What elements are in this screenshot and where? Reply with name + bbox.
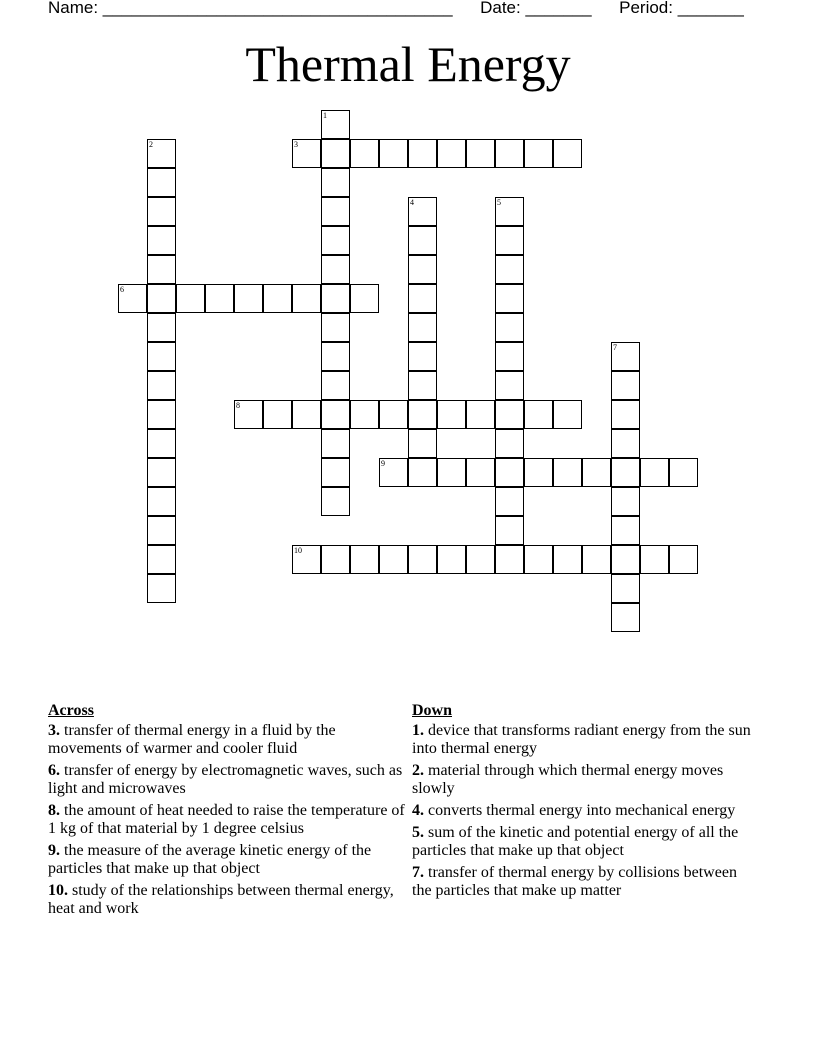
grid-cell[interactable] [147,516,176,545]
grid-cell[interactable] [379,458,408,487]
grid-cell[interactable] [611,574,640,603]
down-clue-4: 4. converts thermal energy into mechanical energy [412,802,736,819]
clue-number: 2 [149,140,153,149]
grid-cell[interactable] [292,284,321,313]
grid-cell[interactable] [611,342,640,371]
grid-cell[interactable] [524,458,553,487]
grid-cell[interactable] [553,139,582,168]
down-clue-1: 1. device that transforms radiant energy from the sun into thermal energy [412,722,751,757]
clue-number: 1 [323,111,327,120]
grid-cell[interactable] [147,139,176,168]
grid-cell[interactable] [205,284,234,313]
grid-cell[interactable] [495,400,524,429]
grid-cell[interactable] [466,545,495,574]
grid-cell[interactable] [147,168,176,197]
clue-number: 8 [236,401,240,410]
clue-number: 6 [120,285,124,294]
grid-cell[interactable] [640,458,669,487]
across-clue-3: 3. transfer of thermal energy in a fluid by the movements of warmer and cooler fluid [48,722,336,757]
grid-cell[interactable] [495,313,524,342]
grid-cell[interactable] [147,255,176,284]
grid-cell[interactable] [466,458,495,487]
clue-number: 4 [410,198,414,207]
period-field-label: Period: _______ [619,0,744,17]
clue-number: 7 [613,343,617,352]
grid-cell[interactable] [611,371,640,400]
grid-cell[interactable] [495,197,524,226]
grid-cell[interactable] [263,284,292,313]
across-clue-9: 9. the measure of the average kinetic energy of the particles that make up that object [48,842,372,877]
across-clue-10: 10. study of the relationships between thermal energy, heat and work [48,882,394,917]
grid-cell[interactable] [147,226,176,255]
grid-cell[interactable] [147,487,176,516]
grid-cell[interactable] [611,516,640,545]
grid-cell[interactable] [234,400,263,429]
grid-cell[interactable] [669,458,698,487]
clue-number: 3 [294,140,298,149]
grid-cell[interactable] [466,400,495,429]
grid-cell[interactable] [524,545,553,574]
grid-cell[interactable] [321,342,350,371]
name-field-label: Name: _____________________________________ [48,0,453,17]
grid-cell[interactable] [350,139,379,168]
grid-cell[interactable] [582,458,611,487]
grid-cell[interactable] [408,284,437,313]
grid-cell[interactable] [408,313,437,342]
grid-cell[interactable] [321,400,350,429]
grid-cell[interactable] [321,429,350,458]
grid-cell[interactable] [611,545,640,574]
grid-cell[interactable] [321,545,350,574]
grid-cell[interactable] [292,545,321,574]
page-title: Thermal Energy [245,36,571,92]
down-clue-7: 7. transfer of thermal energy by collisions between the particles that make up matter [412,864,737,899]
grid-cell[interactable] [553,545,582,574]
grid-cell[interactable] [321,255,350,284]
down-clue-5: 5. sum of the kinetic and potential energy of all the particles that make up that object [412,824,739,859]
grid-cell[interactable] [611,458,640,487]
grid-cell[interactable] [437,545,466,574]
grid-cell[interactable] [350,545,379,574]
grid-cell[interactable] [640,545,669,574]
grid-cell[interactable] [408,371,437,400]
grid-cell[interactable] [321,371,350,400]
across-clue-6: 6. transfer of energy by electromagnetic waves, such as light and microwaves [48,762,403,797]
grid-cell[interactable] [408,255,437,284]
grid-cell[interactable] [611,603,640,632]
grid-cell[interactable] [379,139,408,168]
grid-cell[interactable] [553,458,582,487]
grid-cell[interactable] [408,545,437,574]
across-heading: Across [48,702,94,719]
grid-cell[interactable] [147,342,176,371]
grid-cell[interactable] [147,458,176,487]
grid-cell[interactable] [321,284,350,313]
grid-cell[interactable] [466,139,495,168]
grid-cell[interactable] [524,139,553,168]
grid-cell[interactable] [321,168,350,197]
across-clues [48,702,408,922]
grid-cell[interactable] [321,139,350,168]
grid-cell[interactable] [321,458,350,487]
grid-cell[interactable] [495,516,524,545]
clue-number: 9 [381,459,385,468]
grid-cell[interactable] [147,313,176,342]
grid-cell[interactable] [408,400,437,429]
grid-cell[interactable] [582,545,611,574]
grid-cell[interactable] [611,487,640,516]
grid-cell[interactable] [321,313,350,342]
grid-cell[interactable] [408,197,437,226]
grid-cell[interactable] [524,400,553,429]
grid-cell[interactable] [147,371,176,400]
grid-cell[interactable] [495,487,524,516]
date-field-label: Date: _______ [480,0,592,17]
grid-cell[interactable] [408,342,437,371]
grid-cell[interactable] [408,458,437,487]
grid-cell[interactable] [321,110,350,139]
grid-cell[interactable] [147,197,176,226]
grid-cell[interactable] [495,545,524,574]
grid-cell[interactable] [292,400,321,429]
grid-cell[interactable] [495,284,524,313]
grid-cell[interactable] [437,139,466,168]
grid-cell[interactable] [495,371,524,400]
grid-cell[interactable] [495,429,524,458]
grid-cell[interactable] [147,400,176,429]
grid-cell[interactable] [495,226,524,255]
grid-cell[interactable] [553,400,582,429]
grid-cell[interactable] [147,284,176,313]
down-clue-2: 2. material through which thermal energy moves slowly [412,762,724,797]
grid-cell[interactable] [495,139,524,168]
grid-cell[interactable] [495,458,524,487]
grid-cell[interactable] [321,197,350,226]
grid-cell[interactable] [408,429,437,458]
clue-number: 5 [497,198,501,207]
grid-cell[interactable] [408,226,437,255]
grid-cell[interactable] [147,429,176,458]
grid-cell[interactable] [118,284,147,313]
down-heading: Down [412,702,453,719]
grid-cell[interactable] [437,458,466,487]
grid-cell[interactable] [437,400,466,429]
grid-cell[interactable] [147,574,176,603]
down-clues [412,702,752,904]
grid-cell[interactable] [379,545,408,574]
grid-cell[interactable] [321,226,350,255]
across-clue-8: 8. the amount of heat needed to raise the temperature of 1 kg of that material by 1 degree celsius [48,802,405,837]
grid-cell[interactable] [350,284,379,313]
grid-cell[interactable] [350,400,379,429]
grid-cell[interactable] [263,400,292,429]
grid-cell[interactable] [234,284,263,313]
grid-cell[interactable] [611,400,640,429]
grid-cell[interactable] [379,400,408,429]
grid-cell[interactable] [408,139,437,168]
grid-cell[interactable] [495,255,524,284]
clue-number: 10 [294,546,302,555]
grid-cell[interactable] [611,429,640,458]
grid-cell[interactable] [292,139,321,168]
grid-cell[interactable] [147,545,176,574]
grid-cell[interactable] [321,487,350,516]
grid-cell[interactable] [495,342,524,371]
grid-cell[interactable] [176,284,205,313]
grid-cell[interactable] [669,545,698,574]
